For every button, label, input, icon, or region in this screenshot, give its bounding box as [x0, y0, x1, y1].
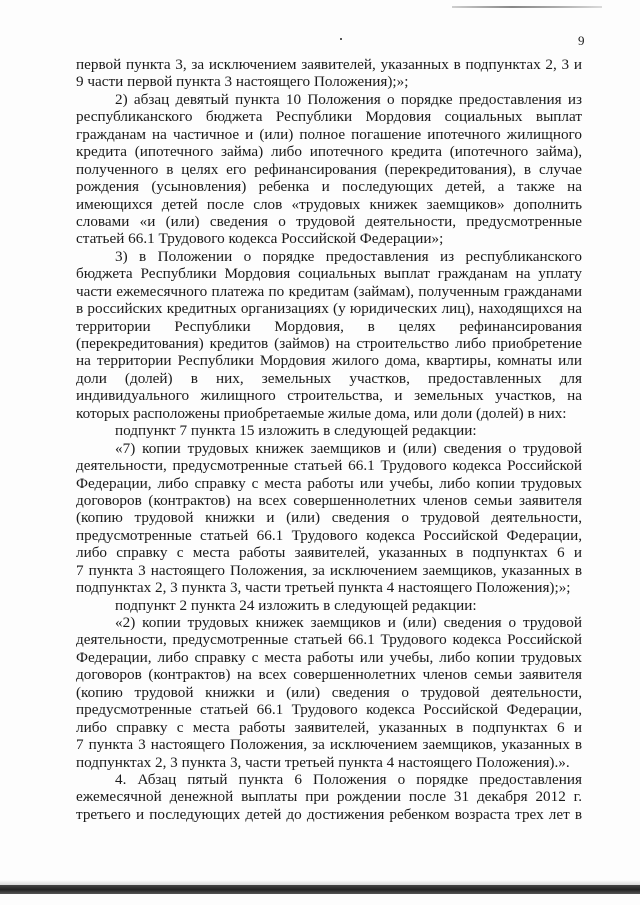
text-line: 9 части первой пункта 3 настоящего Положения);»;: [76, 73, 409, 91]
text-line: доли (долей) в них, земельных участков, предоставленных для: [76, 369, 582, 387]
document-body: [76, 56, 582, 823]
text-line: имеющихся детей после слов «трудовых книжек заемщиков» дополнить: [76, 195, 582, 213]
text-line: 7 пункта 3 настоящего Положения, за исключением заемщиков, указанных в: [76, 561, 582, 579]
text-line: первой пункта 3, за исключением заявителей, указанных в подпунктах 2, 3 и: [76, 56, 582, 73]
text-line: подпунктах 2, 3 пункта 3, части третьей пункта 4 настоящего Положения);»;: [76, 579, 571, 597]
text-line: «7) копии трудовых книжек заемщиков и (или) сведения о трудовой: [115, 439, 582, 457]
text-line: гражданам на частичное и (или) полное погашение ипотечного жилищного: [76, 125, 582, 143]
scan-artifact-bottom-edge: [0, 885, 640, 894]
text-line: деятельности, предусмотренные статьей 66.1 Трудового кодекса Российской: [76, 631, 582, 649]
text-line: 3) в Положении о порядке предоставления из республиканского: [115, 247, 582, 265]
text-line: части ежемесячного платежа по кредитам (займам), полученным гражданами: [76, 282, 582, 300]
text-line: на территории Республики Мордовия жилого дома, квартиры, комнаты или: [76, 352, 582, 370]
text-line: полученного в целях его рефинансирования (перекредитования), в случае: [76, 160, 582, 178]
text-line: бюджета Республики Мордовия социальных выплат гражданам на уплату: [76, 265, 582, 283]
text-line: статьей 66.1 Трудового кодекса Российской Федерации»;: [76, 230, 444, 248]
text-line: предусмотренные статьей 66.1 Трудового кодекса Российской Федерации,: [76, 526, 582, 544]
text-line: либо справку с места работы заявителей, указанных в подпунктах 6 и: [76, 718, 582, 736]
text-line: индивидуального жилищного строительства, и земельных участков, на: [76, 387, 582, 405]
text-line: словами «и (или) сведения о трудовой деятельности, предусмотренные: [76, 212, 582, 230]
text-line: 2) абзац девятый пункта 10 Положения о порядке предоставления из: [115, 90, 582, 108]
text-line: 7 пункта 3 настоящего Положения, за исключением заемщиков, указанных в: [76, 736, 582, 754]
text-line: подпунктах 2, 3 пункта 3, части третьей пункта 4 настоящего Положения).».: [76, 753, 570, 771]
page-number: 9: [578, 33, 585, 48]
text-line: рождения (усыновления) ребенка и последующих детей, а также на: [76, 178, 582, 196]
text-line: Федерации, либо справку с места работы или учебы, либо копии трудовых: [76, 648, 582, 666]
text-line: предусмотренные статьей 66.1 Трудового кодекса Российской Федерации,: [76, 701, 582, 719]
text-line: территории Республики Мордовия, в целях рефинансирования: [76, 317, 582, 335]
text-line: (копию трудовой книжки и (или) сведения о трудовой деятельности,: [76, 683, 582, 701]
text-line: подпункт 2 пункта 24 изложить в следующей редакции:: [115, 596, 477, 614]
text-line: либо справку с места работы заявителей, указанных в подпунктах 6 и: [76, 544, 582, 562]
text-line: (перекредитования) кредитов (займов) на строительство либо приобретение: [76, 335, 582, 352]
text-line: в российских кредитных организациях (у юридических лиц), находящихся на: [76, 300, 582, 318]
text-line: деятельности, предусмотренные статьей 66.1 Трудового кодекса Российской: [76, 457, 582, 475]
text-line: 4. Абзац пятый пункта 6 Положения о порядке предоставления: [115, 770, 582, 788]
text-line: «2) копии трудовых книжек заемщиков и (или) сведения о трудовой: [115, 614, 582, 631]
text-line: Федерации, либо справку с места работы или учебы, либо копии трудовых: [76, 474, 582, 492]
text-line: подпункт 7 пункта 15 изложить в следующей редакции:: [115, 422, 477, 440]
text-line: ежемесячной денежной выплаты при рождении после 31 декабря 2012 г.: [76, 788, 582, 806]
text-line: третьего и последующих детей до достижения ребенком возраста трех лет в: [76, 805, 582, 823]
text-line: республиканского бюджета Республики Мордовия социальных выплат: [76, 108, 582, 126]
text-line: договоров (контрактов) на всех совершеннолетних членов семьи заявителя: [76, 491, 582, 509]
scan-artifact-dot: [340, 38, 342, 40]
scan-artifact-top: [452, 6, 602, 8]
text-line: которых расположены приобретаемые жилые дома, или доли (долей) в них:: [76, 404, 567, 422]
text-line: кредита (ипотечного займа) либо ипотечного кредита (ипотечного займа),: [76, 143, 582, 161]
text-line: договоров (контрактов) на всех совершеннолетних членов семьи заявителя: [76, 666, 582, 684]
text-line: (копию трудовой книжки и (или) сведения о трудовой деятельности,: [76, 509, 582, 527]
